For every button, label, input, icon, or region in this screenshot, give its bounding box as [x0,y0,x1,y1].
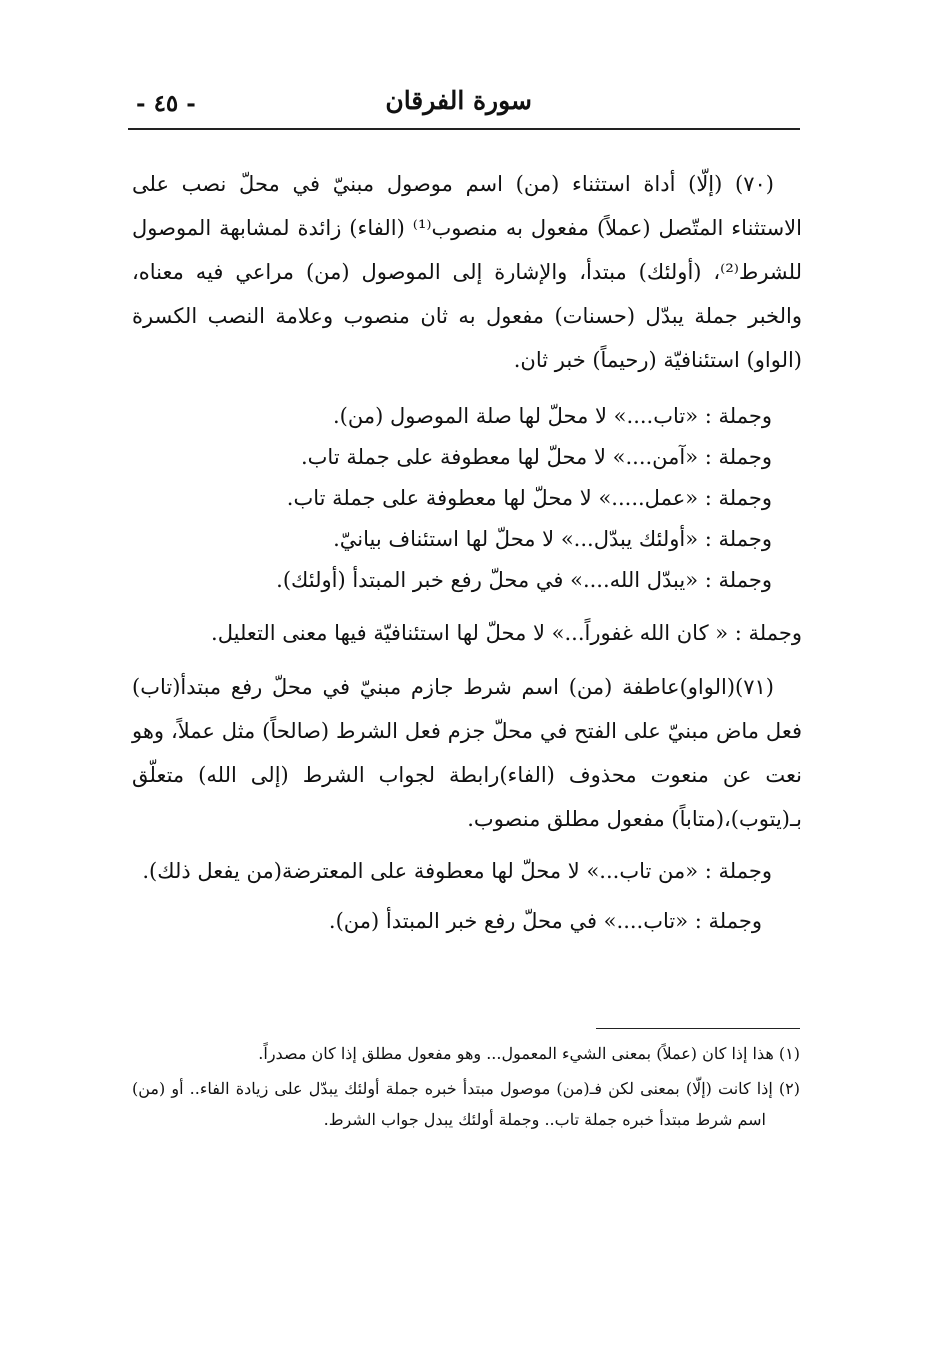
page-number: - ٤٥ - [136,90,196,117]
footnote-1: (١) هذا إذا كان (عملاً) بمعنى الشيء المعمول... وهو مفعول مطلق إذا كان مصدراً. [258,1044,800,1063]
clause-line: وجملة : «تاب....» في محلّ رفع خبر المبتدأ (من). [328,909,762,933]
verse-70-paragraph: (٧٠) (إلّا) أداة استثناء (من) اسم موصول مبنيّ في محلّ نصب على الاستثناء المتّصل (عملاً) مفعول به منصوب⁽¹⁾ (الفاء) زائدة لمشابهة الموصول للشرط⁽²⁾، (أولئك) مبتدأ، والإشارة إلى الموصول (من) مراعي فيه معناه، والخبر جملة يبدّل (حسنات) مفعول به ثان منصوب وعلامة النصب الكسرة (الواو) استئنافيّة (رحيماً) خبر ثان. [132,172,802,372]
page-header [128,82,800,122]
clause-line: وجملة : «من تاب...» لا محلّ لها معطوفة على المعترضة(من يفعل ذلك). [142,859,772,883]
footnote-2: (٢) إذا كانت (إلّا) بمعنى لكن فـ(من) موصول مبتدأ خبره جملة أولئك يبدّل على زيادة الفاء.. أو (من) اسم شرط مبتدأ خبره جملة تاب.. وجملة أولئك يبدل جواب الشرط. [132,1079,800,1129]
main-text [132,162,802,943]
clause-line: وجملة : «أولئك يبدّل...» لا محلّ لها استئناف بيانيّ. [333,527,772,551]
footnotes [132,1038,800,1139]
surah-title: سورة الفرقان [385,86,532,115]
verse-71-paragraph: (٧١)(الواو)عاطفة (من) اسم شرط جازم مبنيّ في محلّ رفع مبتدأ(تاب) فعل ماض مبنيّ على الفتح في محلّ جزم فعل الشرط (صالحاً) مثل عملاً، وهو نعت عن منعوت محذوف (الفاء)رابطة لجواب الشرط (إلى الله) متعلّق بـ(يتوب)،(متاباً) مفعول مطلق منصوب. [132,675,802,831]
clause-line: وجملة : «عمل.....» لا محلّ لها معطوفة على جملة تاب. [286,486,772,510]
verse-70-clauses [132,396,802,601]
header-divider [128,128,800,130]
clause-line: وجملة : «يبدّل الله....» في محلّ رفع خبر المبتدأ (أولئك). [276,568,772,592]
clause-line: وجملة : «تاب....» لا محلّ لها صلة الموصول (من). [332,404,772,428]
clause-line: وجملة : « كان الله غفوراً...» لا محلّ لها استئنافيّة فيها معنى التعليل. [211,621,802,645]
footnote-divider [596,1028,800,1029]
clause-line: وجملة : «آمن....» لا محلّ لها معطوفة على جملة تاب. [300,445,772,469]
